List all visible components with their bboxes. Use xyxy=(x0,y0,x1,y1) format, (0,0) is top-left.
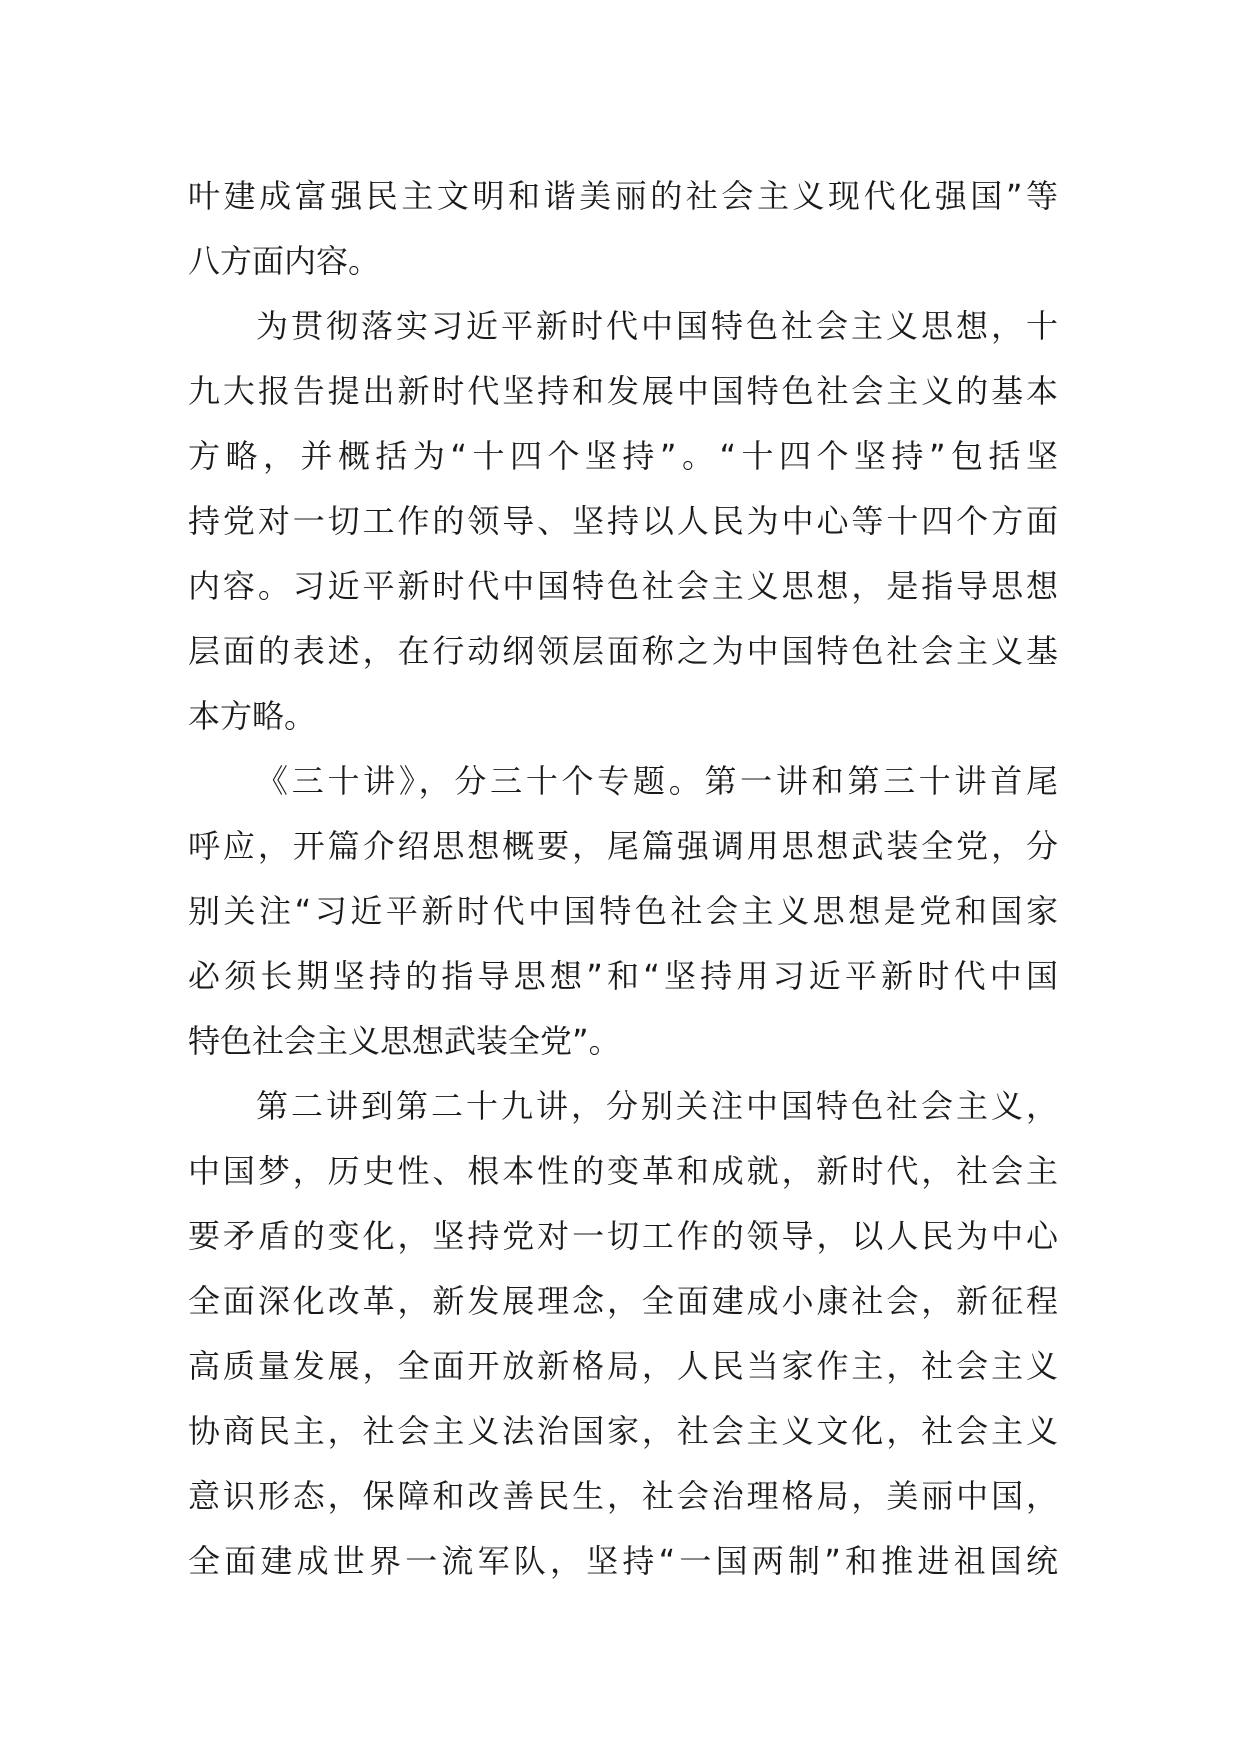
text-line: 要矛盾的变化，坚持党对一切工作的领导，以人民为中心 xyxy=(188,1217,1058,1255)
text-line: 中国梦，历史性、根本性的变革和成就，新时代，社会主 xyxy=(188,1152,1058,1190)
text-line: 叶建成富强民主文明和谐美丽的社会主义现代化强国”等 xyxy=(188,177,1058,215)
text-line: 《三十讲》，分三十个专题。第一讲和第三十讲首尾 xyxy=(256,762,1058,800)
text-line: 协商民主，社会主义法治国家，社会主义文化，社会主义 xyxy=(188,1412,1058,1450)
text-line: 全面建成世界一流军队，坚持“一国两制”和推进祖国统 xyxy=(188,1542,1058,1580)
text-line: 第二讲到第二十九讲，分别关注中国特色社会主义， xyxy=(256,1087,1058,1125)
text-line: 方略，并概括为“十四个坚持”。“十四个坚持”包括坚 xyxy=(188,437,1058,475)
text-line: 呼应，开篇介绍思想概要，尾篇强调用思想武装全党，分 xyxy=(188,827,1058,865)
text-line: 本方略。 xyxy=(188,697,317,735)
text-line: 必须长期坚持的指导思想”和“坚持用习近平新时代中国 xyxy=(188,957,1058,995)
text-line: 持党对一切工作的领导、坚持以人民为中心等十四个方面 xyxy=(188,502,1058,540)
text-line: 内容。习近平新时代中国特色社会主义思想，是指导思想 xyxy=(188,567,1058,605)
text-line: 层面的表述，在行动纲领层面称之为中国特色社会主义基 xyxy=(188,632,1058,670)
text-line: 高质量发展，全面开放新格局，人民当家作主，社会主义 xyxy=(188,1347,1058,1385)
text-line: 特色社会主义思想武装全党”。 xyxy=(188,1022,621,1060)
text-line: 别关注“习近平新时代中国特色社会主义思想是党和国家 xyxy=(188,892,1058,930)
text-line: 为贯彻落实习近平新时代中国特色社会主义思想，十 xyxy=(256,307,1058,345)
text-line: 意识形态，保障和改善民生，社会治理格局，美丽中国， xyxy=(188,1477,1058,1515)
text-line: 全面深化改革，新发展理念，全面建成小康社会，新征程 xyxy=(188,1282,1058,1320)
text-line: 八方面内容。 xyxy=(188,242,381,280)
body-text xyxy=(188,164,1058,1594)
text-line: 九大报告提出新时代坚持和发展中国特色社会主义的基本 xyxy=(188,372,1058,410)
